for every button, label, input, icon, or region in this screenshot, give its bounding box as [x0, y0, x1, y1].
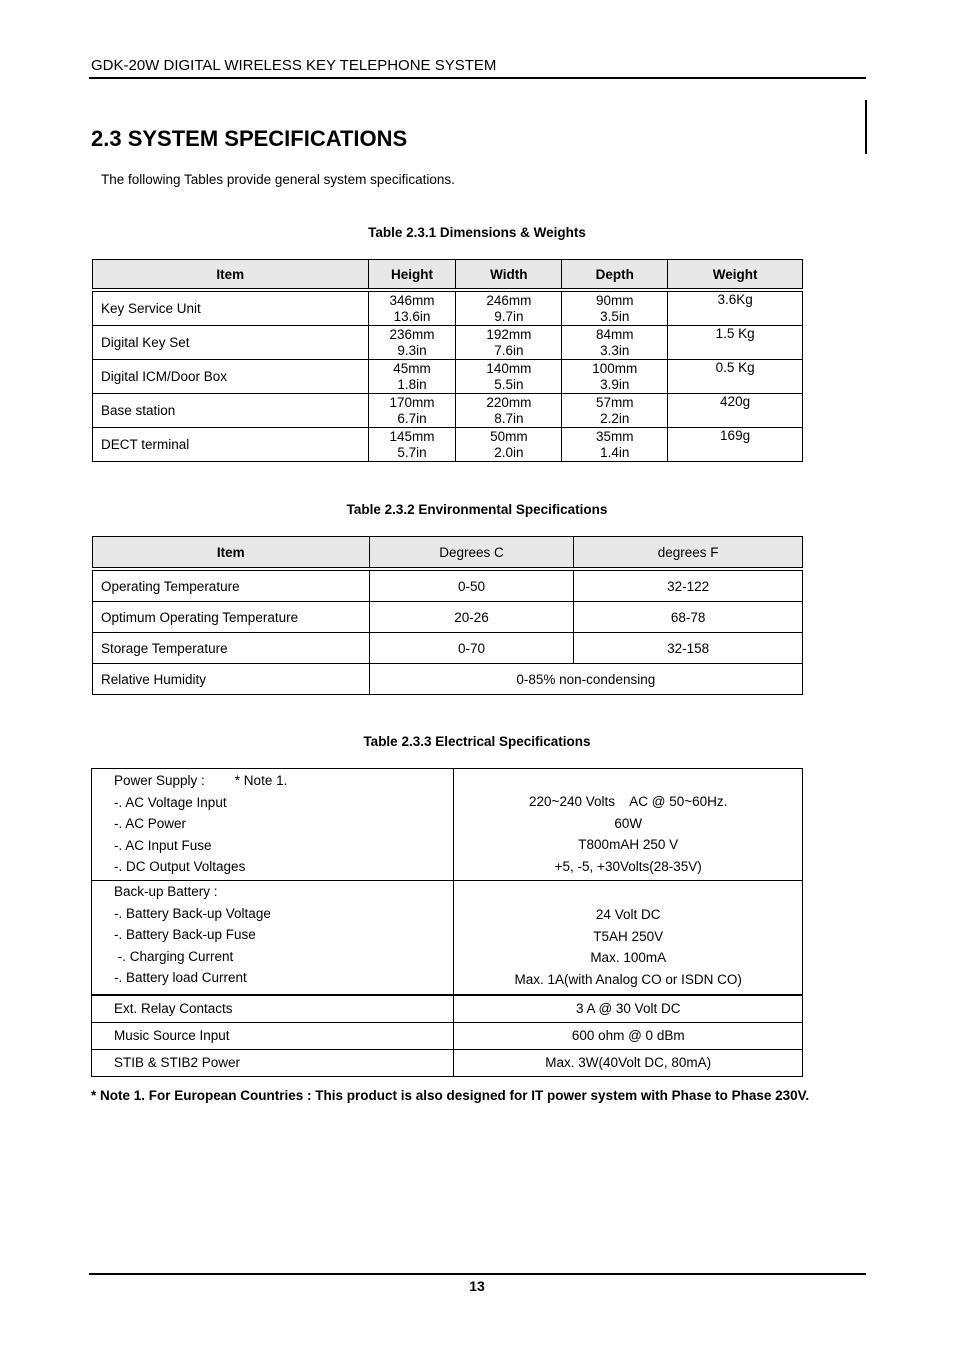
- width-mm: 140mm: [486, 360, 532, 376]
- battery-voltage-label: -. Battery Back-up Voltage: [114, 905, 271, 921]
- row-value: 600 ohm @ 0 dBm: [454, 1022, 803, 1049]
- depth-in: 3.9in: [600, 376, 630, 392]
- height-mm: 170mm: [389, 394, 435, 410]
- row-item: Digital ICM/Door Box: [93, 360, 369, 394]
- row-label: Ext. Relay Contacts: [92, 995, 454, 1023]
- row-label: Music Source Input: [92, 1022, 454, 1049]
- cell-depth: [562, 292, 668, 326]
- col-header-width: Width: [456, 260, 562, 289]
- cell-degrees-c: 0-50: [369, 571, 574, 602]
- table-row: [93, 664, 803, 695]
- table3-caption: Table 2.3.3 Electrical Specifications: [363, 734, 591, 749]
- ac-power-label: -. AC Power: [114, 816, 187, 832]
- width-mm: 50mm: [490, 428, 528, 444]
- cell-height: [368, 428, 456, 462]
- cell-depth: [562, 428, 668, 462]
- cell-height: [368, 326, 456, 360]
- cell-degrees-f: 32-158: [574, 633, 803, 664]
- width-mm: 246mm: [486, 292, 532, 308]
- col-header-weight: Weight: [668, 260, 803, 289]
- height-in: 5.7in: [397, 444, 427, 460]
- width-in: 2.0in: [494, 444, 524, 460]
- cell-height: [368, 394, 456, 428]
- ac-fuse-label: -. AC Input Fuse: [114, 837, 212, 853]
- cell-degrees-f: 32-122: [574, 571, 803, 602]
- cell-weight: 169g: [668, 428, 803, 462]
- cell-width: [456, 292, 562, 326]
- row-item: Key Service Unit: [93, 292, 369, 326]
- table-row: [93, 571, 803, 602]
- page-number: 13: [469, 1278, 485, 1294]
- col-header-depth: Depth: [562, 260, 668, 289]
- table-row: [93, 394, 803, 428]
- cell-height: [368, 360, 456, 394]
- cell-degrees-c: 20-26: [369, 602, 574, 633]
- width-mm: 220mm: [486, 394, 532, 410]
- battery-voltage-value: 24 Volt DC: [595, 907, 661, 923]
- height-in: 6.7in: [397, 410, 427, 426]
- row-item: Optimum Operating Temperature: [93, 602, 370, 633]
- ac-voltage-label: -. AC Voltage Input: [114, 794, 227, 810]
- cell-width: [456, 326, 562, 360]
- depth-in: 1.4in: [600, 444, 630, 460]
- row-item: Storage Temperature: [93, 633, 370, 664]
- cell-depth: [562, 326, 668, 360]
- battery-load-label: -. Battery load Current: [114, 970, 247, 986]
- col-header-degrees-c: Degrees C: [369, 537, 574, 568]
- cell-weight: 0.5 Kg: [668, 360, 803, 394]
- battery-load-value: Max. 1A(with Analog CO or ISDN CO): [514, 972, 742, 988]
- cell-depth: [562, 394, 668, 428]
- cell-width: [456, 360, 562, 394]
- table-row: [93, 633, 803, 664]
- col-header-item: Item: [93, 537, 370, 568]
- charging-current-label: -. Charging Current: [114, 948, 234, 964]
- table-header-row: [93, 537, 803, 568]
- cell-degrees-c: 0-70: [369, 633, 574, 664]
- battery-label: Back-up Battery :: [114, 883, 218, 899]
- cell-weight: 420g: [668, 394, 803, 428]
- running-header: GDK-20W DIGITAL WIRELESS KEY TELEPHONE SYSTEM: [91, 57, 497, 74]
- environmental-table: [92, 536, 803, 695]
- header-rule: [89, 77, 866, 79]
- width-in: 9.7in: [494, 308, 524, 324]
- row-value: 0-85% non-condensing: [369, 664, 802, 695]
- table-header-row: [93, 260, 803, 289]
- col-header-item: Item: [93, 260, 369, 289]
- dc-output-value: +5, -5, +30Volts(28-35V): [554, 859, 702, 875]
- cell-height: [368, 292, 456, 326]
- ac-power-value: 60W: [614, 815, 643, 831]
- table-row: [92, 1049, 803, 1076]
- footer-rule: [89, 1273, 866, 1275]
- width-mm: 192mm: [486, 326, 532, 342]
- table-row: [93, 360, 803, 394]
- change-bar: [865, 100, 867, 154]
- row-item: Digital Key Set: [93, 326, 369, 360]
- table-row: [93, 428, 803, 462]
- cell-weight: 3.6Kg: [668, 292, 803, 326]
- cell-depth: [562, 360, 668, 394]
- width-in: 8.7in: [494, 410, 524, 426]
- footnote: * Note 1. For European Countries : This product is also designed for IT power system with Phase to Phase 230V.: [91, 1088, 810, 1103]
- row-value: 3 A @ 30 Volt DC: [454, 995, 803, 1023]
- battery-fuse-value: T5AH 250V: [593, 928, 664, 944]
- depth-mm: 100mm: [592, 360, 638, 376]
- depth-in: 3.5in: [600, 308, 630, 324]
- electrical-table: [91, 768, 803, 1077]
- table-row: [93, 326, 803, 360]
- height-mm: 145mm: [389, 428, 435, 444]
- dimensions-table: [92, 259, 803, 462]
- ac-voltage-value: 220~240 Volts AC @ 50~60Hz.: [529, 794, 728, 810]
- table-row: [93, 602, 803, 633]
- table2-caption: Table 2.3.2 Environmental Specifications: [346, 502, 608, 517]
- height-in: 9.3in: [397, 342, 427, 358]
- width-in: 5.5in: [494, 376, 524, 392]
- power-supply-label: Power Supply : * Note 1.: [114, 773, 288, 788]
- height-mm: 236mm: [389, 326, 435, 342]
- row-value: Max. 3W(40Volt DC, 80mA): [454, 1049, 803, 1076]
- row-item: Operating Temperature: [93, 571, 370, 602]
- charging-current-value: Max. 100mA: [590, 950, 667, 966]
- cell-width: [456, 428, 562, 462]
- battery-fuse-label: -. Battery Back-up Fuse: [114, 927, 256, 943]
- cell-width: [456, 394, 562, 428]
- depth-mm: 84mm: [595, 326, 634, 342]
- intro-text: The following Tables provide general system specifications.: [101, 172, 455, 187]
- table1-caption: Table 2.3.1 Dimensions & Weights: [368, 225, 586, 240]
- table-row: [92, 995, 803, 1023]
- depth-mm: 35mm: [595, 428, 634, 444]
- power-supply-row: [92, 769, 803, 881]
- row-item: DECT terminal: [93, 428, 369, 462]
- battery-row: [92, 880, 803, 994]
- dc-output-label: -. DC Output Voltages: [114, 859, 246, 875]
- table-row: [92, 1022, 803, 1049]
- height-in: 1.8in: [397, 376, 427, 392]
- depth-mm: 57mm: [595, 394, 634, 410]
- height-mm: 45mm: [393, 360, 431, 376]
- row-label: STIB & STIB2 Power: [92, 1049, 454, 1076]
- width-in: 7.6in: [494, 342, 524, 358]
- depth-mm: 90mm: [595, 292, 634, 308]
- col-header-degrees-f: degrees F: [574, 537, 803, 568]
- col-header-height: Height: [368, 260, 456, 289]
- ac-fuse-value: T800mAH 250 V: [578, 837, 679, 853]
- row-item: Base station: [93, 394, 369, 428]
- height-mm: 346mm: [389, 292, 435, 308]
- row-item: Relative Humidity: [93, 664, 370, 695]
- table-row: [93, 292, 803, 326]
- cell-degrees-f: 68-78: [574, 602, 803, 633]
- depth-in: 2.2in: [600, 410, 630, 426]
- height-in: 13.6in: [393, 308, 431, 324]
- depth-in: 3.3in: [600, 342, 630, 358]
- cell-weight: 1.5 Kg: [668, 326, 803, 360]
- section-title: 2.3 SYSTEM SPECIFICATIONS: [91, 126, 408, 151]
